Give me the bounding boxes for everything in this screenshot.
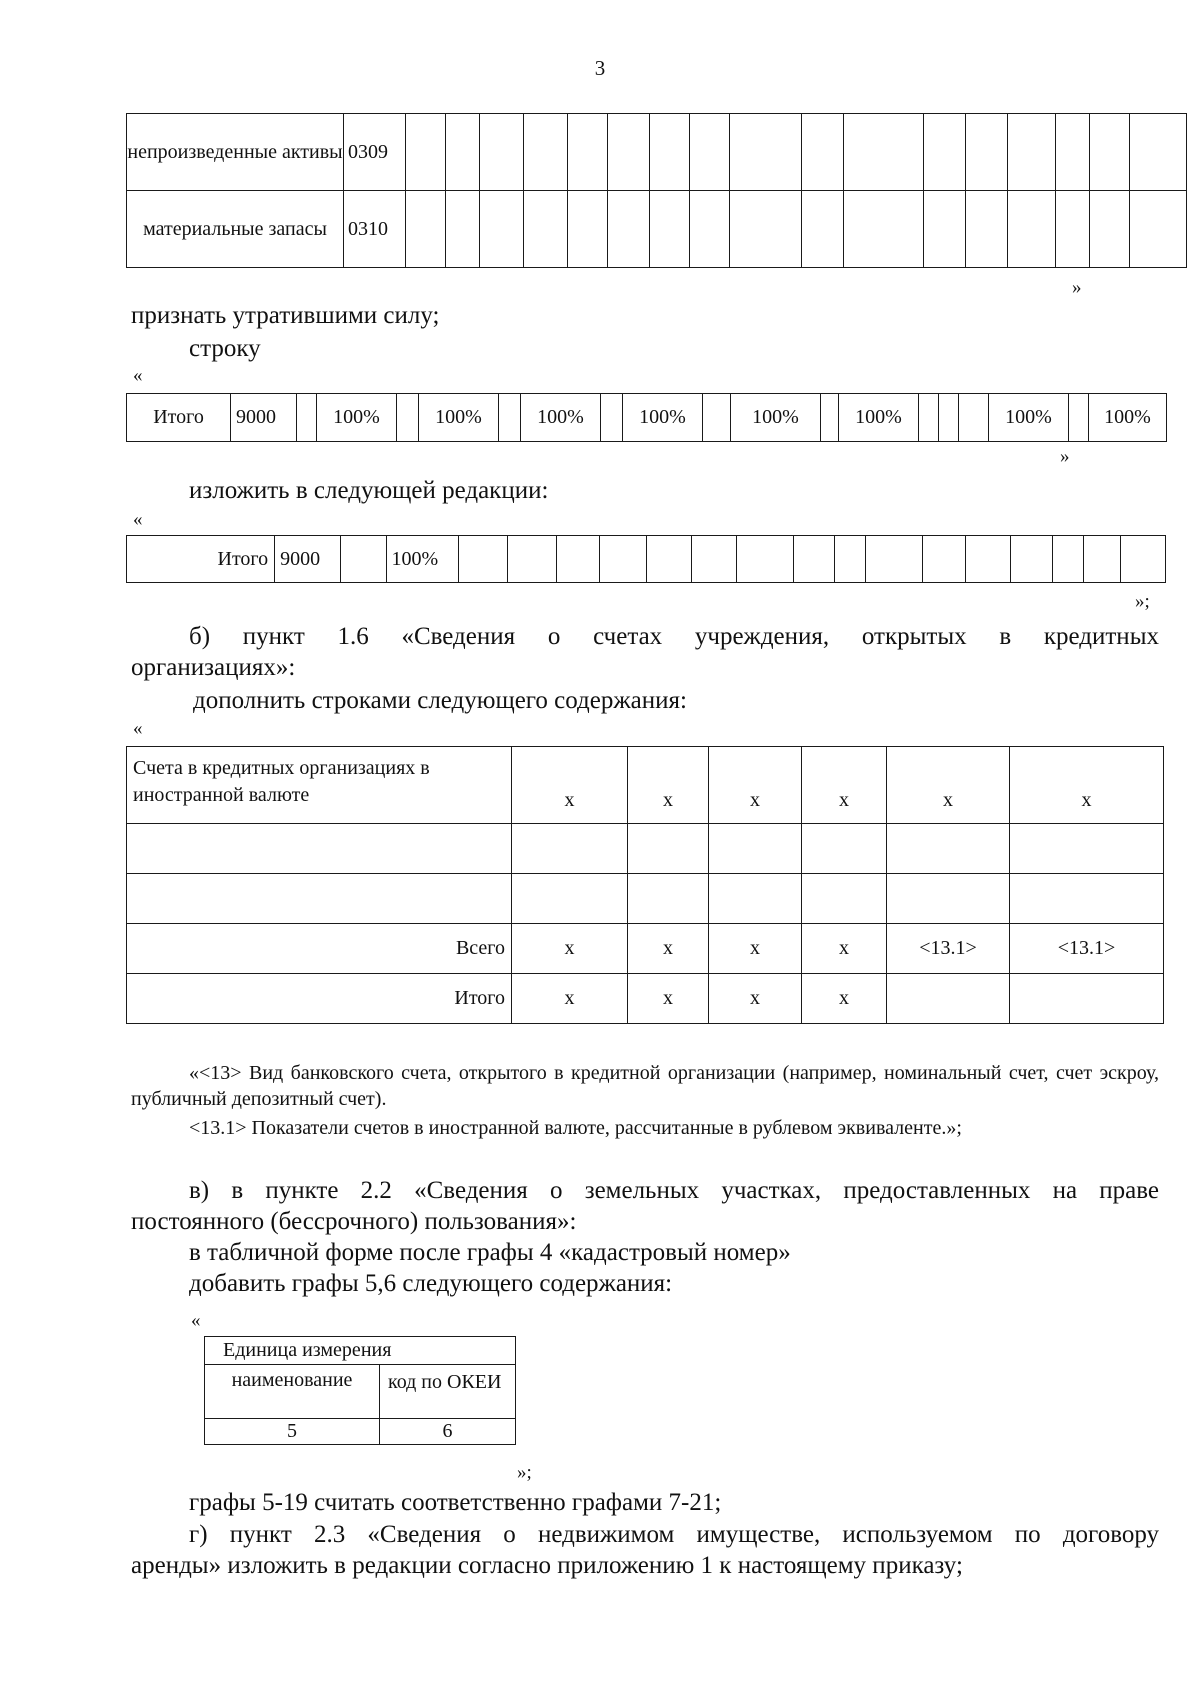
percent-value: 100% xyxy=(623,394,703,442)
row-code: 0310 xyxy=(344,191,406,268)
unit-code-col: код по ОКЕИ xyxy=(380,1365,516,1419)
percent-value: 100% xyxy=(419,394,499,442)
opening-quote: « xyxy=(191,1310,201,1331)
x-mark: х xyxy=(1010,747,1164,824)
table-row xyxy=(127,536,1166,583)
paragraph-add-rows: дополнить строками следующего содержания: xyxy=(193,687,687,714)
x-mark: х xyxy=(802,924,887,974)
total-code: 9000 xyxy=(231,394,297,442)
table-row xyxy=(127,824,1164,874)
x-mark: х xyxy=(802,974,887,1024)
column-number: 5 xyxy=(205,1419,380,1445)
total-ref: <13.1> xyxy=(1010,924,1164,974)
closing-quote: »; xyxy=(1135,591,1150,612)
percent-value: 100% xyxy=(989,394,1069,442)
paragraph-invalidate: признать утратившими силу; xyxy=(131,302,440,329)
paragraph-b xyxy=(131,621,1159,683)
paragraph-v-line2: постоянного (бессрочного) пользования»: xyxy=(131,1208,577,1235)
table-row xyxy=(127,974,1164,1024)
unit-name-col: наименование xyxy=(205,1365,380,1419)
footnote-13: «<13> Вид банковского счета, открытого в кредитной организации (например, номинальный счет, счет эскроу, публичный депозитный счет). xyxy=(131,1062,1159,1110)
total-ref: <13.1> xyxy=(887,924,1010,974)
percent-value: 100% xyxy=(839,394,919,442)
itogo-label: Итого xyxy=(127,974,512,1024)
x-mark: х xyxy=(512,747,628,824)
paragraph-line: строку xyxy=(189,335,261,362)
x-mark: х xyxy=(709,974,802,1024)
table-total-new xyxy=(126,535,1166,583)
table-total-old xyxy=(126,393,1167,442)
paragraph-edit: изложить в следующей редакции: xyxy=(189,477,549,504)
accounts-header-label: Счета в кредитных организациях в иностранной валюте xyxy=(127,747,512,824)
x-mark: х xyxy=(628,924,709,974)
paragraph-v xyxy=(131,1175,1159,1299)
page-number: 3 xyxy=(594,56,606,80)
total-label: Всего xyxy=(127,924,512,974)
table-row xyxy=(127,191,1187,268)
table-row xyxy=(127,747,1164,824)
paragraph-g-line2: аренды» изложить в редакции согласно приложению 1 к настоящему приказу; xyxy=(131,1552,963,1579)
table-row xyxy=(127,924,1164,974)
paragraph-g-line1: г) пункт 2.3 «Сведения о недвижимом имуществе, используемом по договору xyxy=(189,1521,1159,1548)
unit-header: Единица измерения xyxy=(205,1337,516,1365)
row-name: материальные запасы xyxy=(127,191,344,268)
paragraph-v-line3: в табличной форме после графы 4 «кадастровый номер» xyxy=(189,1239,791,1266)
x-mark: х xyxy=(709,924,802,974)
table-row xyxy=(205,1365,516,1419)
table-row xyxy=(205,1337,516,1365)
closing-quote: » xyxy=(1060,446,1070,467)
total-label: Итого xyxy=(127,394,231,442)
percent-value: 100% xyxy=(731,394,821,442)
x-mark: х xyxy=(512,974,628,1024)
x-mark: х xyxy=(512,924,628,974)
x-mark: х xyxy=(887,747,1010,824)
paragraph-g xyxy=(131,1519,1159,1581)
table-row xyxy=(127,874,1164,924)
percent-value: 100% xyxy=(387,536,459,583)
percent-value: 100% xyxy=(1089,394,1167,442)
opening-quote: « xyxy=(133,509,143,530)
x-mark: х xyxy=(802,747,887,824)
paragraph-graphs: графы 5-19 считать соответственно графами 7-21; xyxy=(189,1489,722,1516)
x-mark: х xyxy=(628,974,709,1024)
table-row xyxy=(127,114,1187,191)
paragraph-b-line2: организациях»: xyxy=(131,654,296,681)
percent-value: 100% xyxy=(317,394,397,442)
x-mark: х xyxy=(709,747,802,824)
opening-quote: « xyxy=(133,718,143,739)
closing-quote: » xyxy=(1072,277,1082,298)
opening-quote: « xyxy=(133,365,143,386)
paragraph-v-line4: добавить графы 5,6 следующего содержания: xyxy=(189,1270,673,1297)
total-label: Итого xyxy=(127,536,275,583)
paragraph-b-line1: б) пункт 1.6 «Сведения о счетах учреждения, открытых в кредитных xyxy=(189,623,1159,650)
total-code: 9000 xyxy=(275,536,340,583)
row-name: непроизведенные активы xyxy=(127,114,344,191)
x-mark: х xyxy=(628,747,709,824)
table-foreign-accounts xyxy=(126,746,1164,1024)
closing-quote: »; xyxy=(517,1462,532,1483)
paragraph-v-line1: в) в пункте 2.2 «Сведения о земельных участках, предоставленных на праве xyxy=(189,1177,1159,1204)
table-unit-of-measure xyxy=(204,1336,516,1445)
table-row xyxy=(127,394,1167,442)
percent-value: 100% xyxy=(521,394,601,442)
row-code: 0309 xyxy=(344,114,406,191)
column-number: 6 xyxy=(380,1419,516,1445)
table-nonproduced-assets xyxy=(126,113,1187,268)
footnote-13-1: <13.1> Показатели счетов в иностранной валюте, рассчитанные в рублевом эквиваленте.»; xyxy=(189,1117,962,1139)
table-row xyxy=(205,1419,516,1445)
